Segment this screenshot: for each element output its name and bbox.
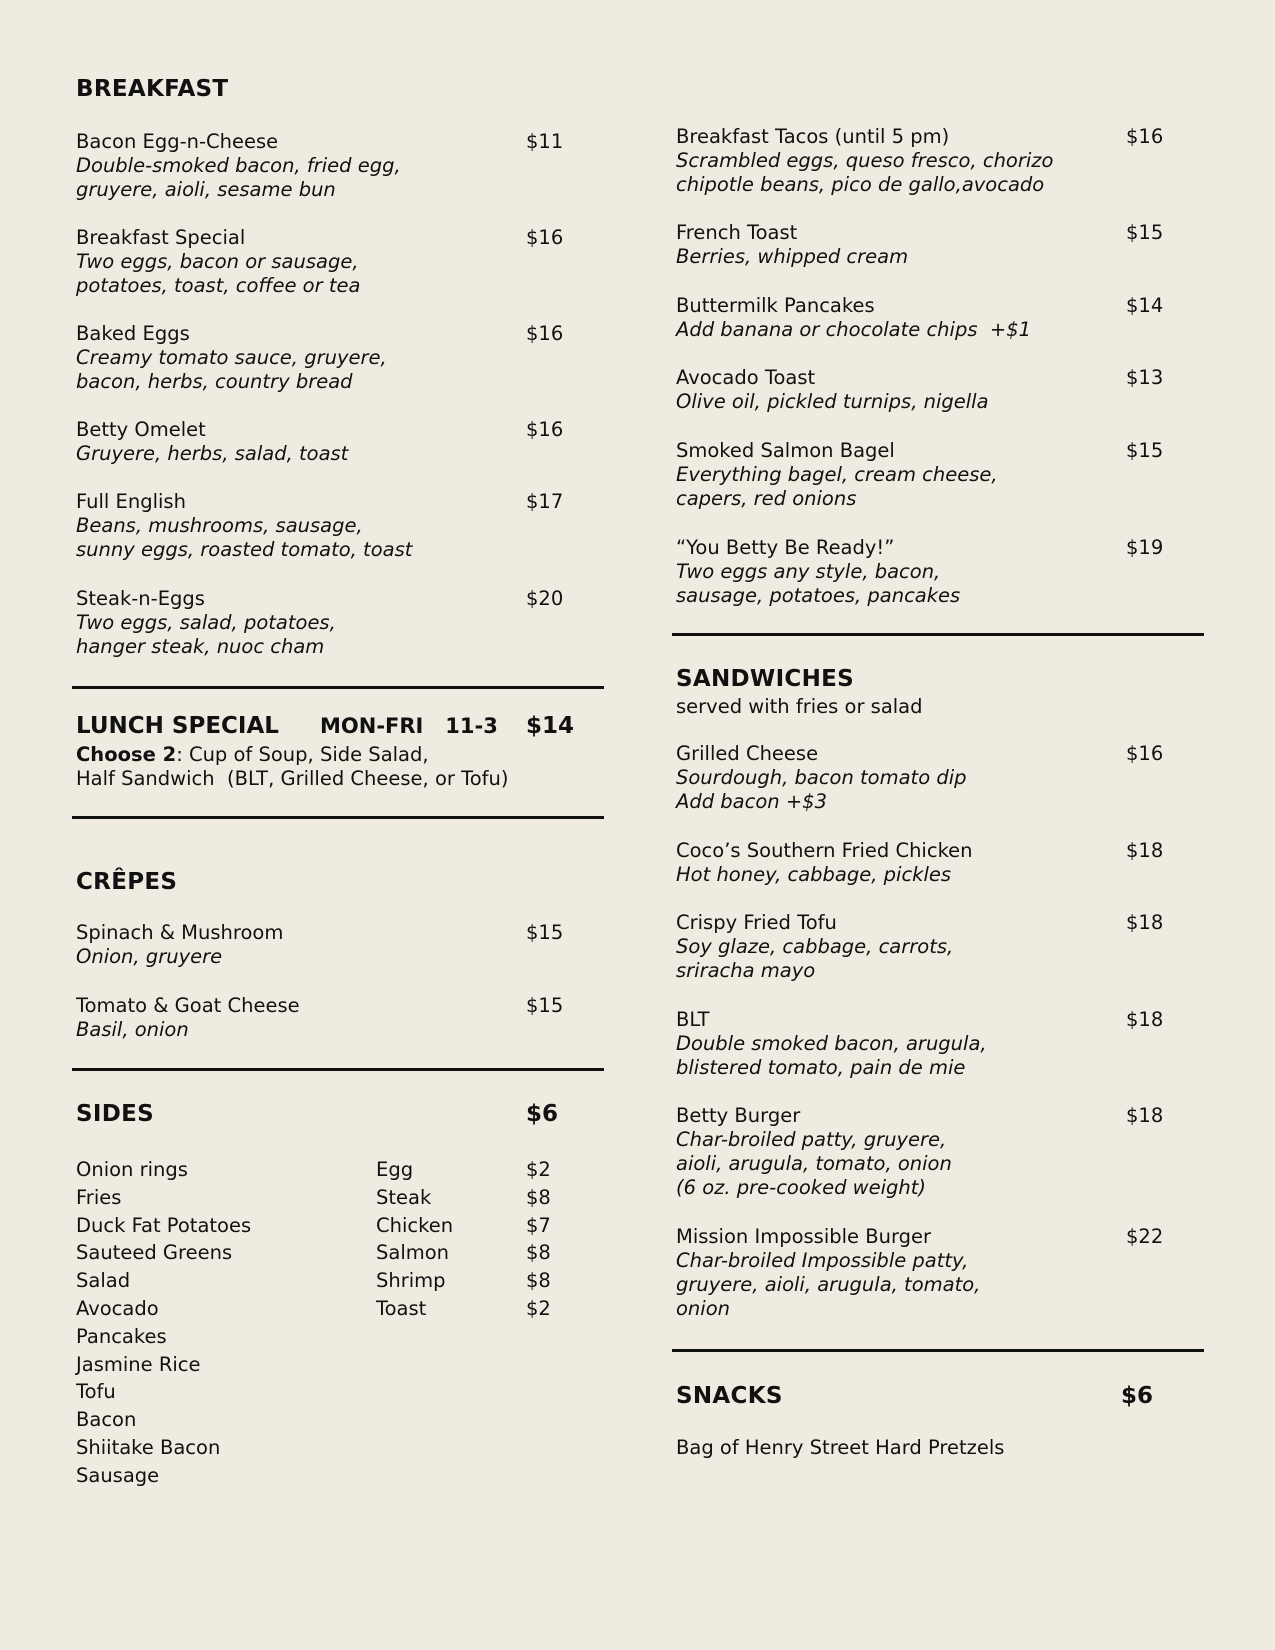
- choose-text: : Cup of Soup, Side Salad,: [176, 743, 429, 766]
- addon-price: $8: [526, 1185, 551, 1209]
- item-price: $18: [1126, 839, 1164, 862]
- choose-label: Choose 2: [76, 743, 177, 766]
- item-price: $16: [526, 322, 564, 345]
- item-name: Grilled Cheese: [676, 742, 819, 765]
- side-item: Bacon: [76, 1408, 137, 1432]
- lunch-days: MON-FRI 11-3: [320, 714, 498, 738]
- item-name: Tomato & Goat Cheese: [76, 994, 300, 1017]
- item-price: $17: [526, 490, 564, 513]
- menu-item: [676, 742, 1176, 814]
- item-desc: Char-broiled patty, gruyere, aioli, arugula, tomato, onion (6 oz. pre-cooked weight): [676, 1128, 952, 1199]
- addon-price: $8: [526, 1241, 551, 1265]
- side-item: Avocado: [76, 1296, 159, 1320]
- addon-name: Toast: [376, 1296, 427, 1320]
- item-desc: Two eggs, salad, potatoes, hanger steak, nuoc cham: [76, 611, 336, 658]
- menu-item: [676, 221, 1176, 269]
- item-price: $15: [526, 994, 564, 1017]
- item-price: $16: [1126, 742, 1164, 765]
- sides-title: SIDES: [76, 1101, 154, 1127]
- item-desc: Char-broiled Impossible patty, gruyere, aioli, arugula, tomato, onion: [676, 1249, 981, 1320]
- side-item: Tofu: [76, 1380, 116, 1404]
- item-price: $18: [1126, 1104, 1164, 1127]
- menu-item: [676, 439, 1176, 511]
- menu-item: [676, 911, 1176, 983]
- breakfast-title: BREAKFAST: [76, 76, 229, 102]
- menu-item: [76, 490, 576, 562]
- menu-item: [676, 294, 1176, 342]
- item-desc: Onion, gruyere: [76, 945, 223, 968]
- item-desc: Double smoked bacon, arugula, blistered tomato, pain de mie: [676, 1032, 987, 1079]
- menu-item: [76, 587, 576, 659]
- item-name: Betty Omelet: [76, 418, 206, 441]
- item-desc: Scrambled eggs, queso fresco, chorizo chipotle beans, pico de gallo,avocado: [676, 149, 1054, 196]
- item-desc: Hot honey, cabbage, pickles: [676, 863, 952, 886]
- side-item: Shiitake Bacon: [76, 1435, 221, 1459]
- item-name: BLT: [676, 1008, 710, 1031]
- menu-item: [676, 536, 1176, 608]
- snacks-title: SNACKS: [676, 1383, 783, 1409]
- item-desc: Add banana or chocolate chips +$1: [676, 318, 1032, 341]
- menu-item: [76, 226, 576, 298]
- addon-price: $8: [526, 1269, 551, 1293]
- addon-name: Shrimp: [376, 1269, 446, 1293]
- menu-item: [76, 994, 576, 1042]
- item-desc: Beans, mushrooms, sausage, sunny eggs, roasted tomato, toast: [76, 514, 413, 561]
- menu-item: [76, 418, 576, 466]
- item-name: Buttermilk Pancakes: [676, 294, 875, 317]
- section-divider: [72, 816, 604, 819]
- item-name: Crispy Fried Tofu: [676, 911, 837, 934]
- menu-item: [676, 839, 1176, 887]
- item-desc: Sourdough, bacon tomato dip Add bacon +$3: [676, 766, 967, 813]
- item-price: $19: [1126, 536, 1164, 559]
- menu-item: [676, 1104, 1176, 1200]
- item-desc: Creamy tomato sauce, gruyere, bacon, herbs, country bread: [76, 346, 387, 393]
- item-desc: Two eggs any style, bacon, sausage, potatoes, pancakes: [676, 560, 961, 607]
- item-price: $16: [1126, 125, 1164, 148]
- lunch-line2: Half Sandwich (BLT, Grilled Cheese, or Tofu): [76, 767, 509, 790]
- side-item: Duck Fat Potatoes: [76, 1213, 252, 1237]
- sides-list: [76, 1156, 251, 1490]
- side-item: Sausage: [76, 1463, 160, 1487]
- item-price: $16: [526, 418, 564, 441]
- item-name: Baked Eggs: [76, 322, 190, 345]
- item-desc: Olive oil, pickled turnips, nigella: [676, 390, 989, 413]
- item-name: Smoked Salmon Bagel: [676, 439, 895, 462]
- item-price: $20: [526, 587, 564, 610]
- section-divider: [72, 1068, 604, 1071]
- lunch-price: $14: [526, 713, 575, 739]
- item-name: Full English: [76, 490, 186, 513]
- item-desc: Gruyere, herbs, salad, toast: [76, 442, 349, 465]
- item-desc: Basil, onion: [76, 1018, 189, 1041]
- addon-name: Egg: [376, 1158, 414, 1181]
- item-price: $15: [1126, 439, 1164, 462]
- addon-price: $2: [526, 1158, 551, 1181]
- item-name: Avocado Toast: [676, 366, 816, 389]
- item-name: Steak-n-Eggs: [76, 587, 205, 610]
- lunch-description: [76, 743, 508, 791]
- item-price: $22: [1126, 1225, 1164, 1248]
- lunch-title: LUNCH SPECIAL: [76, 713, 279, 739]
- item-name: “You Betty Be Ready!”: [676, 536, 895, 559]
- item-name: Betty Burger: [676, 1104, 801, 1127]
- side-item: Jasmine Rice: [76, 1352, 201, 1376]
- item-price: $15: [1126, 221, 1164, 244]
- addon-name: Steak: [376, 1185, 432, 1209]
- menu-item: [76, 130, 576, 202]
- item-desc: Everything bagel, cream cheese, capers, red onions: [676, 463, 998, 510]
- item-desc: Berries, whipped cream: [676, 245, 909, 268]
- section-divider: [672, 633, 1204, 636]
- item-name: Breakfast Special: [76, 226, 246, 249]
- section-divider: [672, 1349, 1204, 1352]
- sides-price: $6: [526, 1101, 559, 1127]
- side-item: Sauteed Greens: [76, 1241, 233, 1265]
- item-price: $15: [526, 921, 564, 944]
- item-name: Bacon Egg-n-Cheese: [76, 130, 279, 153]
- snacks-price: $6: [1121, 1383, 1154, 1409]
- addon-price: $7: [526, 1213, 551, 1237]
- addon-name: Chicken: [376, 1213, 454, 1237]
- item-desc: Double-smoked bacon, fried egg, gruyere, aioli, sesame bun: [76, 154, 401, 201]
- side-item: Onion rings: [76, 1158, 188, 1181]
- item-price: $11: [526, 130, 564, 153]
- item-name: Mission Impossible Burger: [676, 1225, 932, 1248]
- section-divider: [72, 686, 604, 689]
- menu-item: [676, 1225, 1176, 1321]
- side-item: Pancakes: [76, 1324, 167, 1348]
- item-price: $14: [1126, 294, 1164, 317]
- item-desc: Soy glaze, cabbage, carrots, sriracha mayo: [676, 935, 954, 982]
- item-name: Coco’s Southern Fried Chicken: [676, 839, 973, 862]
- item-price: $16: [526, 226, 564, 249]
- item-price: $18: [1126, 1008, 1164, 1031]
- addon-price: $2: [526, 1296, 551, 1320]
- item-name: Spinach & Mushroom: [76, 921, 284, 944]
- item-price: $13: [1126, 366, 1164, 389]
- menu-item: [76, 921, 576, 969]
- item-name: French Toast: [676, 221, 798, 244]
- addon-prices: [526, 1156, 551, 1323]
- item-name: Breakfast Tacos (until 5 pm): [676, 125, 950, 148]
- addon-name: Salmon: [376, 1241, 450, 1265]
- menu-item: [676, 125, 1176, 197]
- menu-item: [676, 1008, 1176, 1080]
- item-desc: Two eggs, bacon or sausage, potatoes, toast, coffee or tea: [76, 250, 361, 297]
- item-price: $18: [1126, 911, 1164, 934]
- snack-item: Bag of Henry Street Hard Pretzels: [676, 1436, 1005, 1459]
- menu-item: [76, 322, 576, 394]
- sandwiches-title: SANDWICHES: [676, 666, 855, 692]
- side-item: Fries: [76, 1185, 122, 1209]
- sandwiches-subtitle: served with fries or salad: [676, 695, 923, 718]
- side-item: Salad: [76, 1269, 131, 1293]
- crepes-title: CRÊPES: [76, 869, 178, 895]
- addons-list: [376, 1156, 453, 1323]
- menu-item: [676, 366, 1176, 414]
